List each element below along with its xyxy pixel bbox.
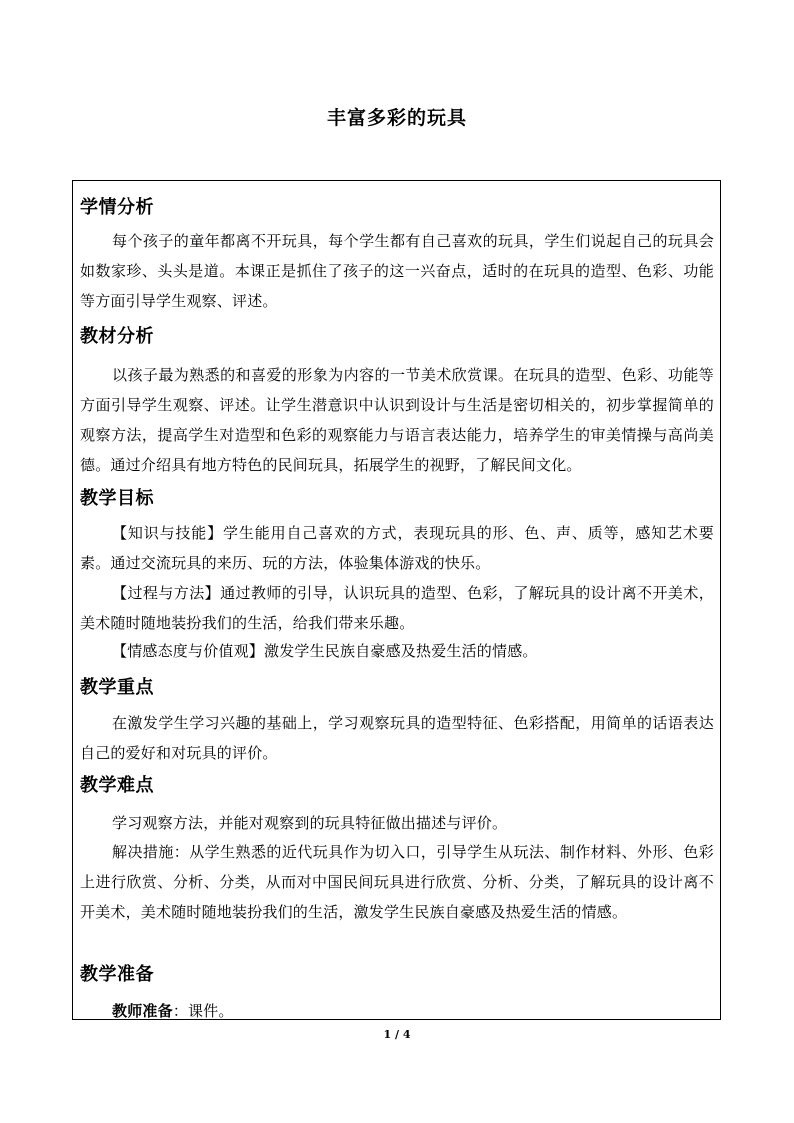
preparation-label: 教师准备 xyxy=(112,1002,173,1020)
difficulties-solution: 解决措施：从学生熟悉的近代玩具作为切入口，引导学生从玩法、制作材料、外形、色彩上进行欣赏、分析、分类，从而对中国民间玩具进行欣赏、分析、分类，了解玩具的设计离不开美术，美术随时随地装扮我们的生活，激发学生民族自豪感及热爱生活的情感。 xyxy=(80,843,714,921)
section-heading-analysis: 学情分析 xyxy=(80,197,154,218)
section-heading-difficulties: 教学难点 xyxy=(80,775,154,796)
page-title: 丰富多彩的玩具 xyxy=(326,107,467,129)
objective-emotion: 【情感态度与价值观】激发学生民族自豪感及热爱生活的情感。 xyxy=(112,642,538,660)
section-heading-material: 教材分析 xyxy=(80,326,154,347)
preparation-line xyxy=(80,996,714,1026)
material-paragraph: 以孩子最为熟悉的和喜爱的形象为内容的一节美术欣赏课。在玩具的造型、色彩、功能等方面引导学生观察、评述。让学生潜意识中认识到设计与生活是密切相关的，初步掌握简单的观察方法，提高学生对造型和色彩的观察能力与语言表达能力，培养学生的审美情操与高尚美德。通过介绍具有地方特色的民间玩具，拓展学生的视野，了解民间文化。 xyxy=(80,366,714,474)
section-heading-objectives: 教学目标 xyxy=(80,488,154,509)
difficulties-paragraph: 学习观察方法，并能对观察到的玩具特征做出描述与评价。 xyxy=(112,814,508,832)
section-heading-keypoints: 教学重点 xyxy=(80,677,154,698)
objective-process: 【过程与方法】通过教师的引导，认识玩具的造型、色彩，了解玩具的设计离不开美术，美术随时随地装扮我们的生活，给我们带来乐趣。 xyxy=(80,584,714,632)
keypoints-paragraph: 在激发学生学习兴趣的基础上，学习观察玩具的造型特征、色彩搭配，用简单的话语表达自己的爱好和对玩具的评价。 xyxy=(80,714,714,762)
objective-knowledge: 【知识与技能】学生能用自己喜欢的方式，表现玩具的形、色、声、质等，感知艺术要素。通过交流玩具的来历、玩的方法，体验集体游戏的快乐。 xyxy=(80,524,714,572)
preparation-value: ：课件。 xyxy=(172,1002,234,1020)
analysis-paragraph: 每个孩子的童年都离不开玩具，每个学生都有自己喜欢的玩具，学生们说起自己的玩具会如数家珍、头头是道。本课正是抓住了孩子的这一兴奋点，适时的在玩具的造型、色彩、功能等方面引导学生观察、评述。 xyxy=(80,232,714,310)
section-heading-preparation: 教学准备 xyxy=(80,964,154,985)
content-table xyxy=(72,180,721,1020)
page-number: 1 / 4 xyxy=(383,1028,411,1041)
